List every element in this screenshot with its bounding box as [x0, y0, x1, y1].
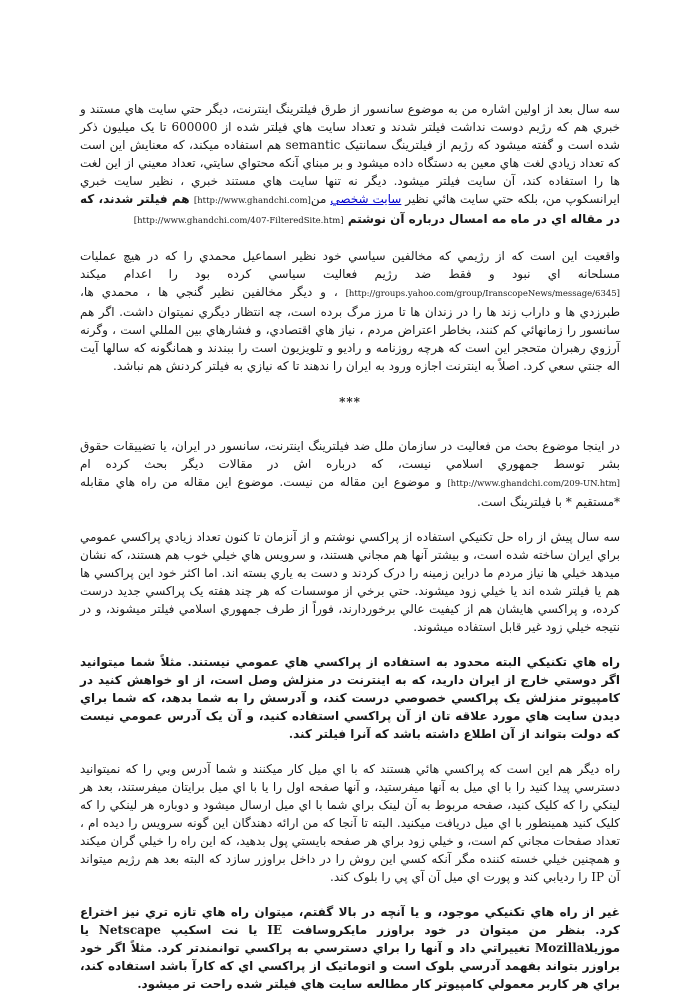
inline-url-ghandchi: [http://www.ghandchi.com]	[193, 196, 311, 206]
bold-run: غير از راه هاي تكنيكي موجود، و يا آنچه در بالا گفتم، ميتوان راه هاي تازه تري نيز اختراع كرد. بنظر من ميتوان در خود براوزر مايكروسافت IE يا نت اسكيپ Netscape يا موزيلاMozilla تغييراتي داد و آنها را براي دسترسي به پراكسي توانمندتر كرد. مثلاً اگر خود براوزر بتواند بفهمد آدرسي بلوک است و اتوماتيک از پراكسي اي كه كارآ باشد استفاده كند، براي هر كاربر معمولي كامپيوتر كار مطالعه سايت هاي فيلتر شده راحت تر ميشود.	[80, 905, 620, 991]
text-run: راه ديگر هم اين است كه پراكسي هائي هستند كه با اي ميل كار ميكنند و شما آدرس وبي را كه نميتوانيد دسترسي پيدا كنيد را با اي ميل به آنها ميفرستيد، و آنها صفحه اول را يا با اي ميل برايتان ميفرستند، بعد هر لينكي را كه كليک كنيد، صفحه مربوط به آن لينک براي شما با اي ميل ارسال ميشود و دوباره هر لينكي را كه كليک كنيد همينطور با اي ميل دريافت ميكنيد. البته تا آنجا كه من ارائه دهندگان اين گونه سرويس را ديده ام ، تعداد صفحات مجاني كم است، و خيلي زود براي هر صفحه بايستي پول بدهيد، كه اين راه را خيلي گران ميكند و همچنين خيلي خسته كننده مگر آنكه كسي اين روش را در داخل براوزر سازد كه البته بعد هم رژيم ميتواند آن IP را رديابي كند و پورت اي ميل آن آي پي را بلوک كند.	[80, 762, 621, 884]
text-run: ، و ديگر مخالفين نظير گنجي ها ، محمدي ها، طبرزدي ها و داراب زند ها را در زندان ها تا مرز مرگ برده است، چه انتظار ديگري نميتوان داشت. اگر هم سانسور را زمانهائي كم كنند، بخاطر اعتراض مردم ، نياز هاي اقتصادي، و فشارهاي بين المللي است ، وگرنه آرزوي رهبران متحجر اين است كه هرچه روزنامه و راديو و تلويزيون است را ببندند و همانگونه كه سالها آيت اله جنتي سعي كرد. اصلاً به اينترنت اجازه ورود به ايران را ندهند تا كه نيازي به فيلتر كردنش هم نباشد.	[80, 285, 620, 373]
text-run: و موضوع اين مقاله من نيست. موضوع اين مقاله من راه هاي مقابله *مستقيم * با فيلترينگ است.	[80, 475, 620, 509]
section-separator: ***	[339, 395, 361, 409]
bold-run: راه هاي تكنيكي البته محدود به استفاده از پراكسي هاي عمومي نيستند. مثلاً شما ميتوانيد اگر دوستي خارج از ايران داريد، كه به اينترنت در منزلش وصل است، از او خواهش كنيد در كامپيوتر منزلش يک پراكسي خصوصي درست كند، و آدرسش را به شما بدهد، كه شما براي ديدن سايت هاي مورد علاقه تان از آن پراكسي استفاده كنيد، و آن يک آدرس عمومي نيست كه دولت بتواند از آن اطلاع داشته باشد كه آنرا فيلتر كند.	[80, 655, 620, 741]
bold-run: هم فيلتر شدند، كه در مقاله اي در ماه مه امسال درباره آن نوشتم	[80, 192, 620, 226]
paragraph-topic-of-article	[80, 437, 620, 511]
text-run: من	[310, 192, 331, 206]
text-run: واقعيت اين است كه از رژيمي كه مخالفين سياسي خود نظير اسماعيل محمدي را كه در هيچ عمليات مسلحانه اي نبود و فقط ضد رژيم فعاليت سياسي كرده بود را اعدام ميكند	[80, 249, 620, 281]
text-run: سه سال پيش از راه حل تكنيكي استفاده از پراكسي نوشتم و از آنزمان تا كنون تعداد زيادي پراكسي عمومي براي ايران ساخته شده است، و بيشتر آنها هم مجاني هستند، و سرويس هاي خيلي خوب هم هستند، كه نشان ميدهد خيلي ها نياز مردم ما دراين زمينه را درک كردند و دست به ياري بسته اند. اما اكثر خود اين پراكسي ها هم يا فيلتر شده اند يا خيلي زود ميشوند. حتي برخي از موسسات كه هر چند هفته يک پراكسي جديد درست كرده، و پراكسي هايشان هم از كيفيت عالي برخوردارند، فوراً از طرف جمهوري اسلامي فيلتر ميشوند، و در نتيجه خيلي زود غير قابل استفاده ميشوند.	[80, 530, 620, 634]
paragraph-browser-invention-idea	[80, 903, 620, 993]
text-run: سه سال بعد از اولين اشاره من به موضوع سانسور از طرق فيلترينگ اينترنت، ديگر حتي سايت هاي مستند و خبري هم كه رژيم دوست نداشت فيلتر شدند و تعداد سايت هاي فيلتر شده از 600000 تا يک ميليون ذكر شده است و گفته ميشود كه رژيم از فيلترينگ سمانتيک semantic هم استفاده ميكند، كه معنايش اين است كه تعداد زيادي لغت هاي معين به دستگاه داده ميشود و بر مبناي آنكه محتواي سايتي، تعداد معيني از اين لغت ها را استفاده كند، آن سايت فيلتر ميشود. ديگر نه تنها سايت هاي مستند خبري ، نظير سايت خبري ايرانسكوپ من، بلكه حتي سايت هائي نظير	[80, 102, 621, 206]
text-run: در اينجا موضوع بحث من فعاليت در سازمان ملل ضد فيلترينگ اينترنت، سانسور در ايران، يا تضييقات حقوق بشر توسط جمهوري اسلامي نيست، كه درباره اش در مقالات ديگر بحث كرده ام	[80, 439, 620, 471]
paragraph-proxy-history	[80, 528, 620, 636]
personal-site-link[interactable]: سايت شخصي	[330, 192, 402, 206]
paragraph-regime-executions	[80, 247, 620, 375]
inline-url-un-article: [http://www.ghandchi.com/209-UN.htm]	[447, 479, 620, 489]
paragraph-intro-filtering	[80, 100, 620, 230]
paragraph-private-proxy-advice	[80, 653, 620, 743]
inline-url-filteredsite: [http://www.ghandchi.com/407-FilteredSite.htm]	[133, 216, 344, 226]
paragraph-email-proxy-method	[80, 760, 620, 886]
inline-url-yahoo-group: [http://groups.yahoo.com/group/IranscopeNews/message/6345]	[345, 289, 620, 299]
